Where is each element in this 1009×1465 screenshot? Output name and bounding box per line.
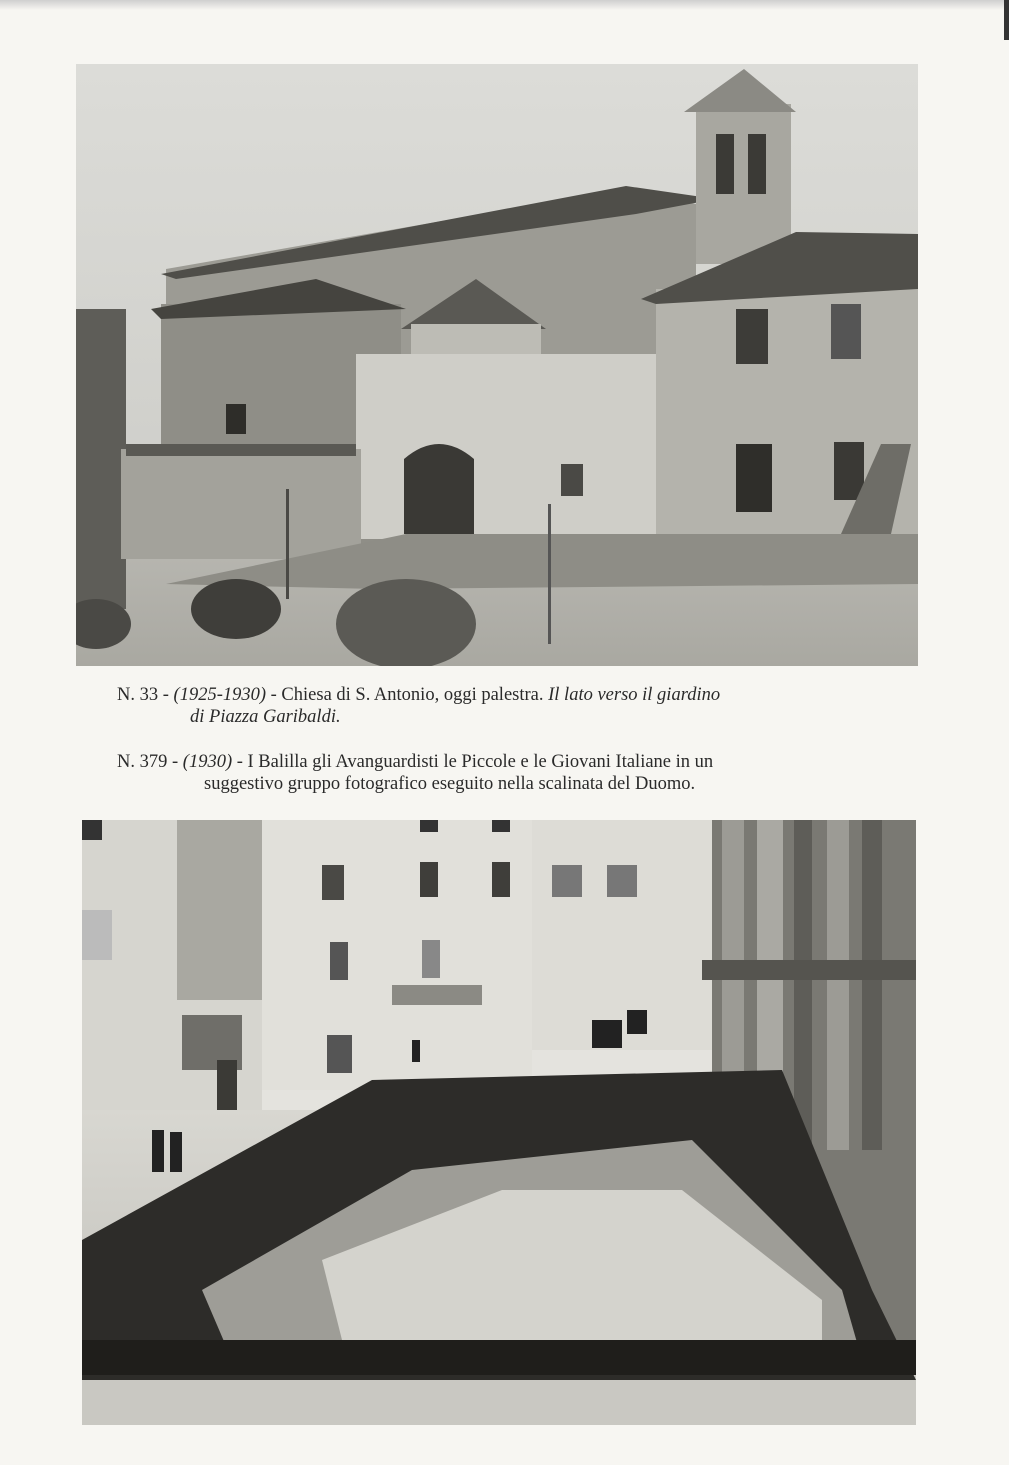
caption-379-line-1 <box>117 751 917 773</box>
photo-group-duomo <box>82 820 916 1425</box>
caption-379-date: (1930) <box>182 752 233 772</box>
photo-church-santantonio <box>76 64 918 666</box>
caption-33-date: (1925-1930) <box>173 685 267 705</box>
caption-photo-33 <box>117 684 917 728</box>
caption-33-italic-1: Il lato verso il giardino <box>548 685 721 705</box>
caption-33-text: - Chiesa di S. Antonio, oggi palestra. <box>266 685 549 705</box>
caption-379-text-1: - I Balilla gli Avanguardisti le Piccole e le Giovani Italiane in un <box>232 752 714 772</box>
caption-photo-379 <box>117 751 917 795</box>
caption-33-line-1 <box>117 684 917 706</box>
caption-379-text-2: suggestivo gruppo fotografico eseguito nella scalinata del Duomo. <box>204 774 696 794</box>
caption-379-number: N. 379 - <box>117 752 183 772</box>
scan-edge-mark <box>1004 0 1009 40</box>
scan-edge <box>0 0 1009 10</box>
caption-33-number: N. 33 - <box>117 685 174 705</box>
caption-33-italic-2: di Piazza Garibaldi. <box>190 707 341 727</box>
